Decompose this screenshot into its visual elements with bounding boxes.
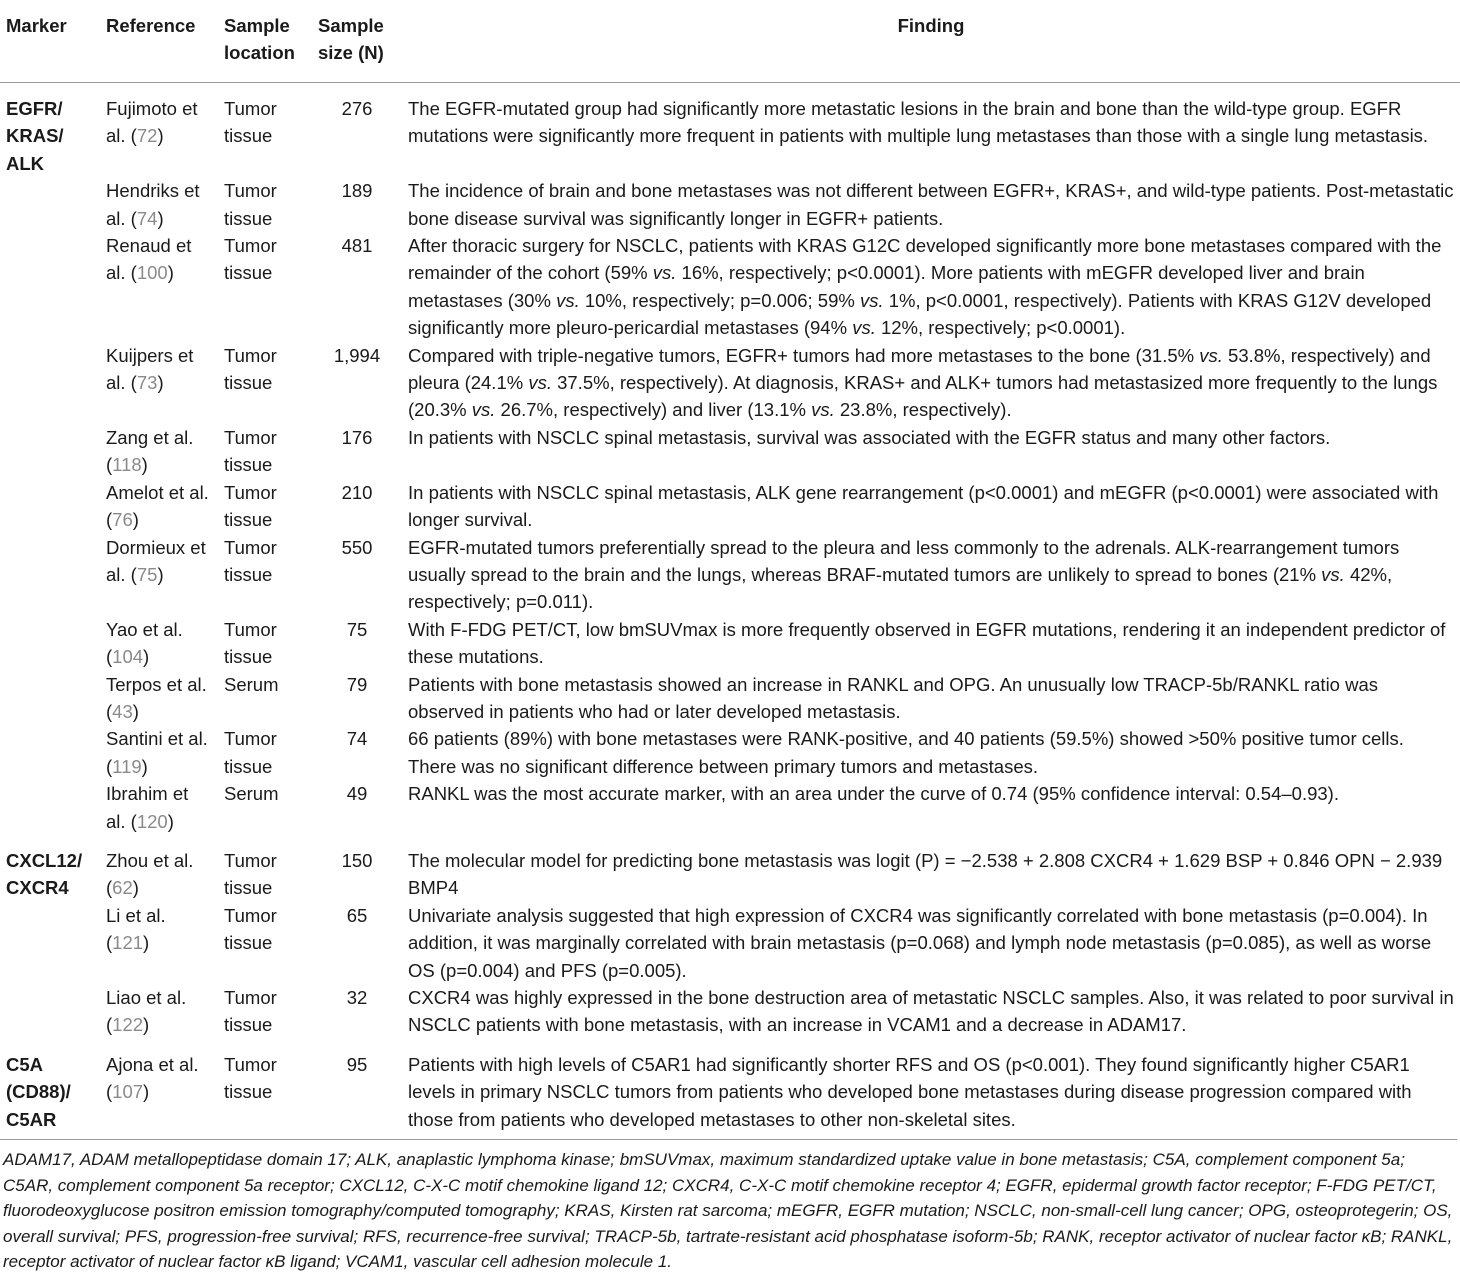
- sample-size-cell: 74: [346, 728, 368, 750]
- reference-link[interactable]: 107: [112, 1081, 144, 1103]
- sample-location-cell: Tumor tissue: [224, 904, 277, 954]
- sample-size-cell: 75: [346, 618, 368, 640]
- table-row: [0, 232, 1460, 342]
- reference-cell: Fujimoto et al. (72): [106, 98, 198, 147]
- reference-link[interactable]: 118: [112, 454, 142, 476]
- sample-size-cell: 95: [346, 1053, 368, 1075]
- sample-size-cell: 550: [341, 536, 373, 558]
- marker-cell: [0, 424, 100, 479]
- header-row: [0, 0, 1460, 83]
- reference-link[interactable]: 100: [136, 262, 168, 284]
- sample-size-cell: 49: [346, 783, 368, 805]
- sample-location-cell: Tumor tissue: [224, 1053, 277, 1103]
- marker-cell: [0, 725, 100, 780]
- table-row: [0, 424, 1460, 479]
- reference-author: Ibrahim et al.: [106, 783, 189, 832]
- sample-size-cell: 481: [341, 235, 373, 257]
- reference-cell: Zang et al. (118): [106, 426, 194, 476]
- table-row: [0, 984, 1460, 1039]
- sample-size-cell: 79: [346, 673, 368, 695]
- table-row: [0, 835, 1460, 902]
- reference-cell: Terpos et al. (43): [106, 673, 207, 722]
- reference-cell: Santini et al. (119): [106, 728, 208, 777]
- reference-author: Renaud et al.: [106, 235, 192, 284]
- table-row: [0, 479, 1460, 534]
- marker-cell: [0, 902, 100, 984]
- reference-cell: Amelot et al. (76): [106, 481, 209, 531]
- sample-location-cell: Tumor tissue: [224, 618, 277, 668]
- sample-location-cell: Serum: [224, 673, 279, 695]
- header-reference: Reference: [100, 0, 218, 83]
- sample-location-cell: Tumor tissue: [224, 728, 277, 777]
- reference-link[interactable]: 62: [112, 877, 133, 899]
- sample-size-cell: 65: [346, 904, 368, 926]
- reference-link[interactable]: 74: [136, 207, 158, 229]
- sample-location-cell: Tumor tissue: [224, 98, 277, 147]
- reference-cell: Liao et al. (122): [106, 987, 187, 1036]
- reference-author: Zang et al.: [106, 426, 194, 448]
- table-row: [0, 671, 1460, 726]
- marker-cell: [0, 342, 100, 424]
- sample-location-cell: Tumor tissue: [224, 426, 277, 476]
- table-row: [0, 534, 1460, 616]
- finding-cell: After thoracic surgery for NSCLC, patients with KRAS G12C developed significantly more bone metastases compared with the remainder of the cohort (59% vs. 16%, respectively; p<0.0001). More patients with mEGFR developed liver and brain metastases (30% vs. 10%, respectively; p=0.006; 59% vs. 1%, p<0.0001, respectively). Patients with KRAS G12V developed significantly more pleuro-pericardial metastases (94% vs. 12%, respectively; p<0.0001).: [408, 235, 1442, 339]
- table-header: [0, 0, 1460, 83]
- finding-cell: EGFR-mutated tumors preferentially spread to the pleura and less commonly to the adrenals. ALK-rearrangement tumors usually spread to the brain and the lungs, whereas BRAF-mutated tumors are unlikely to spread to bones (21% vs. 42%, respectively; p=0.011).: [408, 536, 1400, 613]
- finding-cell: The incidence of brain and bone metastases was not different between EGFR+, KRAS+, and wild-type patients. Post-metastatic bone disease survival was significantly longer in EGFR+ patients.: [408, 180, 1454, 229]
- reference-link[interactable]: 43: [112, 700, 133, 722]
- reference-cell: Dormieux et al. (75): [106, 536, 206, 585]
- reference-author: Amelot et al.: [106, 481, 209, 503]
- header-finding: Finding: [402, 0, 1460, 83]
- marker-cell: [0, 479, 100, 534]
- finding-cell: With F-FDG PET/CT, low bmSUVmax is more frequently observed in EGFR mutations, rendering it an independent predictor of these mutations.: [408, 618, 1446, 668]
- table-row: [0, 780, 1460, 835]
- finding-cell: The molecular model for predicting bone metastasis was logit (P) = −2.538 + 2.808 CXCR4 + 1.629 BSP + 0.846 OPN − 2.939 BMP4: [408, 849, 1443, 899]
- table-footnote: ADAM17, ADAM metallopeptidase domain 17; ALK, anaplastic lymphoma kinase; bmSUVmax, maximum standardized uptake value in bone metastasis; C5A, complement component 5a; C5AR, complement component 5a receptor; CXCL12, C-X-C motif chemokine ligand 12; CXCR4, C-X-C motif chemokine receptor 4; EGFR, epidermal growth factor receptor; F-FDG PET/CT, fluorodeoxyglucose positron emission tomography/computed tomography; KRAS, Kirsten rat sarcoma; mEGFR, EGFR mutation; NSCLC, non-small-cell lung cancer; OPG, osteoprotegerin; OS, overall survival; PFS, progression-free survival; RFS, recurrence-free survival; TRACP-5b, tartrate-resistant acid phosphatase isoform-5b; RANK, receptor activator of nuclear factor κB; RANKL, receptor activator of nuclear factor κB ligand; VCAM1, vascular cell adhesion molecule 1.: [0, 1139, 1457, 1275]
- sample-location-cell: Tumor tissue: [224, 849, 277, 899]
- sample-size-cell: 150: [341, 849, 373, 871]
- reference-author: Yao et al.: [106, 618, 183, 640]
- sample-location-cell: Tumor tissue: [224, 536, 277, 585]
- sample-size-cell: 276: [341, 98, 373, 119]
- sample-size-cell: 32: [346, 987, 368, 1008]
- table-row: [0, 725, 1460, 780]
- finding-cell: CXCR4 was highly expressed in the bone destruction area of metastatic NSCLC samples. Also, it was related to poor survival in NSCLC patients with bone metastasis, with an increase in VCAM1 and a decrease in ADAM17.: [408, 987, 1454, 1036]
- header-marker: Marker: [0, 0, 100, 83]
- reference-cell: Ajona et al. (107): [106, 1053, 199, 1103]
- sample-size-cell: 210: [341, 481, 373, 503]
- reference-link[interactable]: 76: [112, 509, 133, 531]
- marker-cell: [0, 616, 100, 671]
- reference-author: Fujimoto et al.: [106, 98, 198, 147]
- finding-cell: In patients with NSCLC spinal metastasis, ALK gene rearrangement (p<0.0001) and mEGFR (p<0.0001) were associated with longer survival.: [408, 481, 1439, 531]
- reference-cell: Kuijpers et al. (73): [106, 344, 194, 394]
- finding-cell: RANKL was the most accurate marker, with an area under the curve of 0.74 (95% confidence interval: 0.54–0.93).: [408, 783, 1339, 805]
- marker-cell: [0, 232, 100, 342]
- reference-author: Dormieux et al.: [106, 536, 206, 585]
- finding-cell: Univariate analysis suggested that high expression of CXCR4 was significantly correlated with bone metastasis (p=0.004). In addition, it was marginally correlated with brain metastasis (p=0.068) and lymph node metastasis (p=0.085), as well as worse OS (p=0.004) and PFS (p=0.005).: [408, 904, 1432, 981]
- reference-cell: Ibrahim et al. (120): [106, 783, 189, 832]
- marker-cell: [0, 671, 100, 726]
- header-sample-location: Sample location: [218, 0, 312, 83]
- sample-location-cell: Tumor tissue: [224, 180, 277, 229]
- table-body: [0, 83, 1460, 1140]
- marker-cell: [0, 177, 100, 232]
- sample-size-cell: 1,994: [333, 344, 381, 366]
- reference-author: Hendriks et al.: [106, 180, 200, 229]
- header-sample-size: Sample size (N): [312, 0, 402, 83]
- reference-link[interactable]: 122: [112, 1014, 144, 1036]
- reference-author: Ajona et al.: [106, 1053, 199, 1075]
- reference-author: Li et al.: [106, 904, 166, 926]
- reference-link[interactable]: 104: [112, 646, 144, 668]
- sample-location-cell: Tumor tissue: [224, 987, 277, 1036]
- finding-cell: Patients with bone metastasis showed an increase in RANKL and OPG. An unusually low TRACP-5b/RANKL ratio was observed in patients who had or later developed metastasis.: [408, 673, 1379, 722]
- reference-cell: Yao et al. (104): [106, 618, 183, 668]
- reference-author: Santini et al.: [106, 728, 208, 750]
- reference-link[interactable]: 72: [136, 125, 158, 147]
- table-row: [0, 342, 1460, 424]
- reference-link[interactable]: 119: [112, 755, 142, 777]
- marker-cell: EGFR/ KRAS/ ALK: [6, 98, 64, 174]
- marker-cell: CXCL12/ CXCR4: [6, 849, 83, 899]
- table-row: [0, 1039, 1460, 1139]
- sample-location-cell: Tumor tissue: [224, 235, 277, 284]
- marker-cell: C5A (CD88)/ C5AR: [6, 1053, 71, 1130]
- reference-cell: Hendriks et al. (74): [106, 180, 200, 229]
- reference-link[interactable]: 121: [112, 932, 144, 954]
- reference-author: Kuijpers et al.: [106, 344, 194, 394]
- table-row: [0, 616, 1460, 671]
- table-row: [0, 177, 1460, 232]
- reference-author: Terpos et al.: [106, 673, 207, 695]
- sample-location-cell: Serum: [224, 783, 279, 805]
- table-row: [0, 902, 1460, 984]
- reference-cell: Li et al. (121): [106, 904, 166, 954]
- finding-cell: Compared with triple-negative tumors, EGFR+ tumors had more metastases to the bone (31.5% vs. 53.8%, respectively) and pleura (24.1% vs. 37.5%, respectively). At diagnosis, KRAS+ and ALK+ tumors had metastasized more frequently to the lungs (20.3% vs. 26.7%, respectively) and liver (13.1% vs. 23.8%, respectively).: [408, 344, 1438, 421]
- reference-author: Liao et al.: [106, 987, 187, 1008]
- table-row: [0, 83, 1460, 178]
- reference-cell: Zhou et al. (62): [106, 849, 194, 899]
- marker-cell: [0, 984, 100, 1039]
- reference-author: Zhou et al.: [106, 849, 194, 871]
- finding-cell: 66 patients (89%) with bone metastases were RANK-positive, and 40 patients (59.5%) showed >50% positive tumor cells. There was no significant difference between primary tumors and metastases.: [408, 728, 1404, 777]
- sample-location-cell: Tumor tissue: [224, 344, 277, 394]
- reference-cell: Renaud et al. (100): [106, 235, 192, 284]
- sample-size-cell: 176: [341, 426, 373, 448]
- finding-cell: The EGFR-mutated group had significantly more metastatic lesions in the brain and bone than the wild-type group. EGFR mutations were significantly more frequent in patients with multiple lung metastases than those with a single lung metastasis.: [408, 98, 1429, 147]
- marker-cell: [0, 780, 100, 835]
- finding-cell: In patients with NSCLC spinal metastasis, survival was associated with the EGFR status and many other factors.: [408, 426, 1331, 448]
- marker-cell: [0, 534, 100, 616]
- sample-location-cell: Tumor tissue: [224, 481, 277, 531]
- reference-link[interactable]: 120: [136, 810, 168, 832]
- reference-link[interactable]: 75: [136, 563, 158, 585]
- finding-cell: Patients with high levels of C5AR1 had significantly shorter RFS and OS (p<0.001). They found significantly higher C5AR1 levels in primary NSCLC tumors from patients who developed bone metastases during disease progression compared with those from patients who developed metastases to other non-skeletal sites.: [408, 1053, 1412, 1130]
- sample-size-cell: 189: [341, 180, 373, 202]
- reference-link[interactable]: 73: [136, 372, 158, 394]
